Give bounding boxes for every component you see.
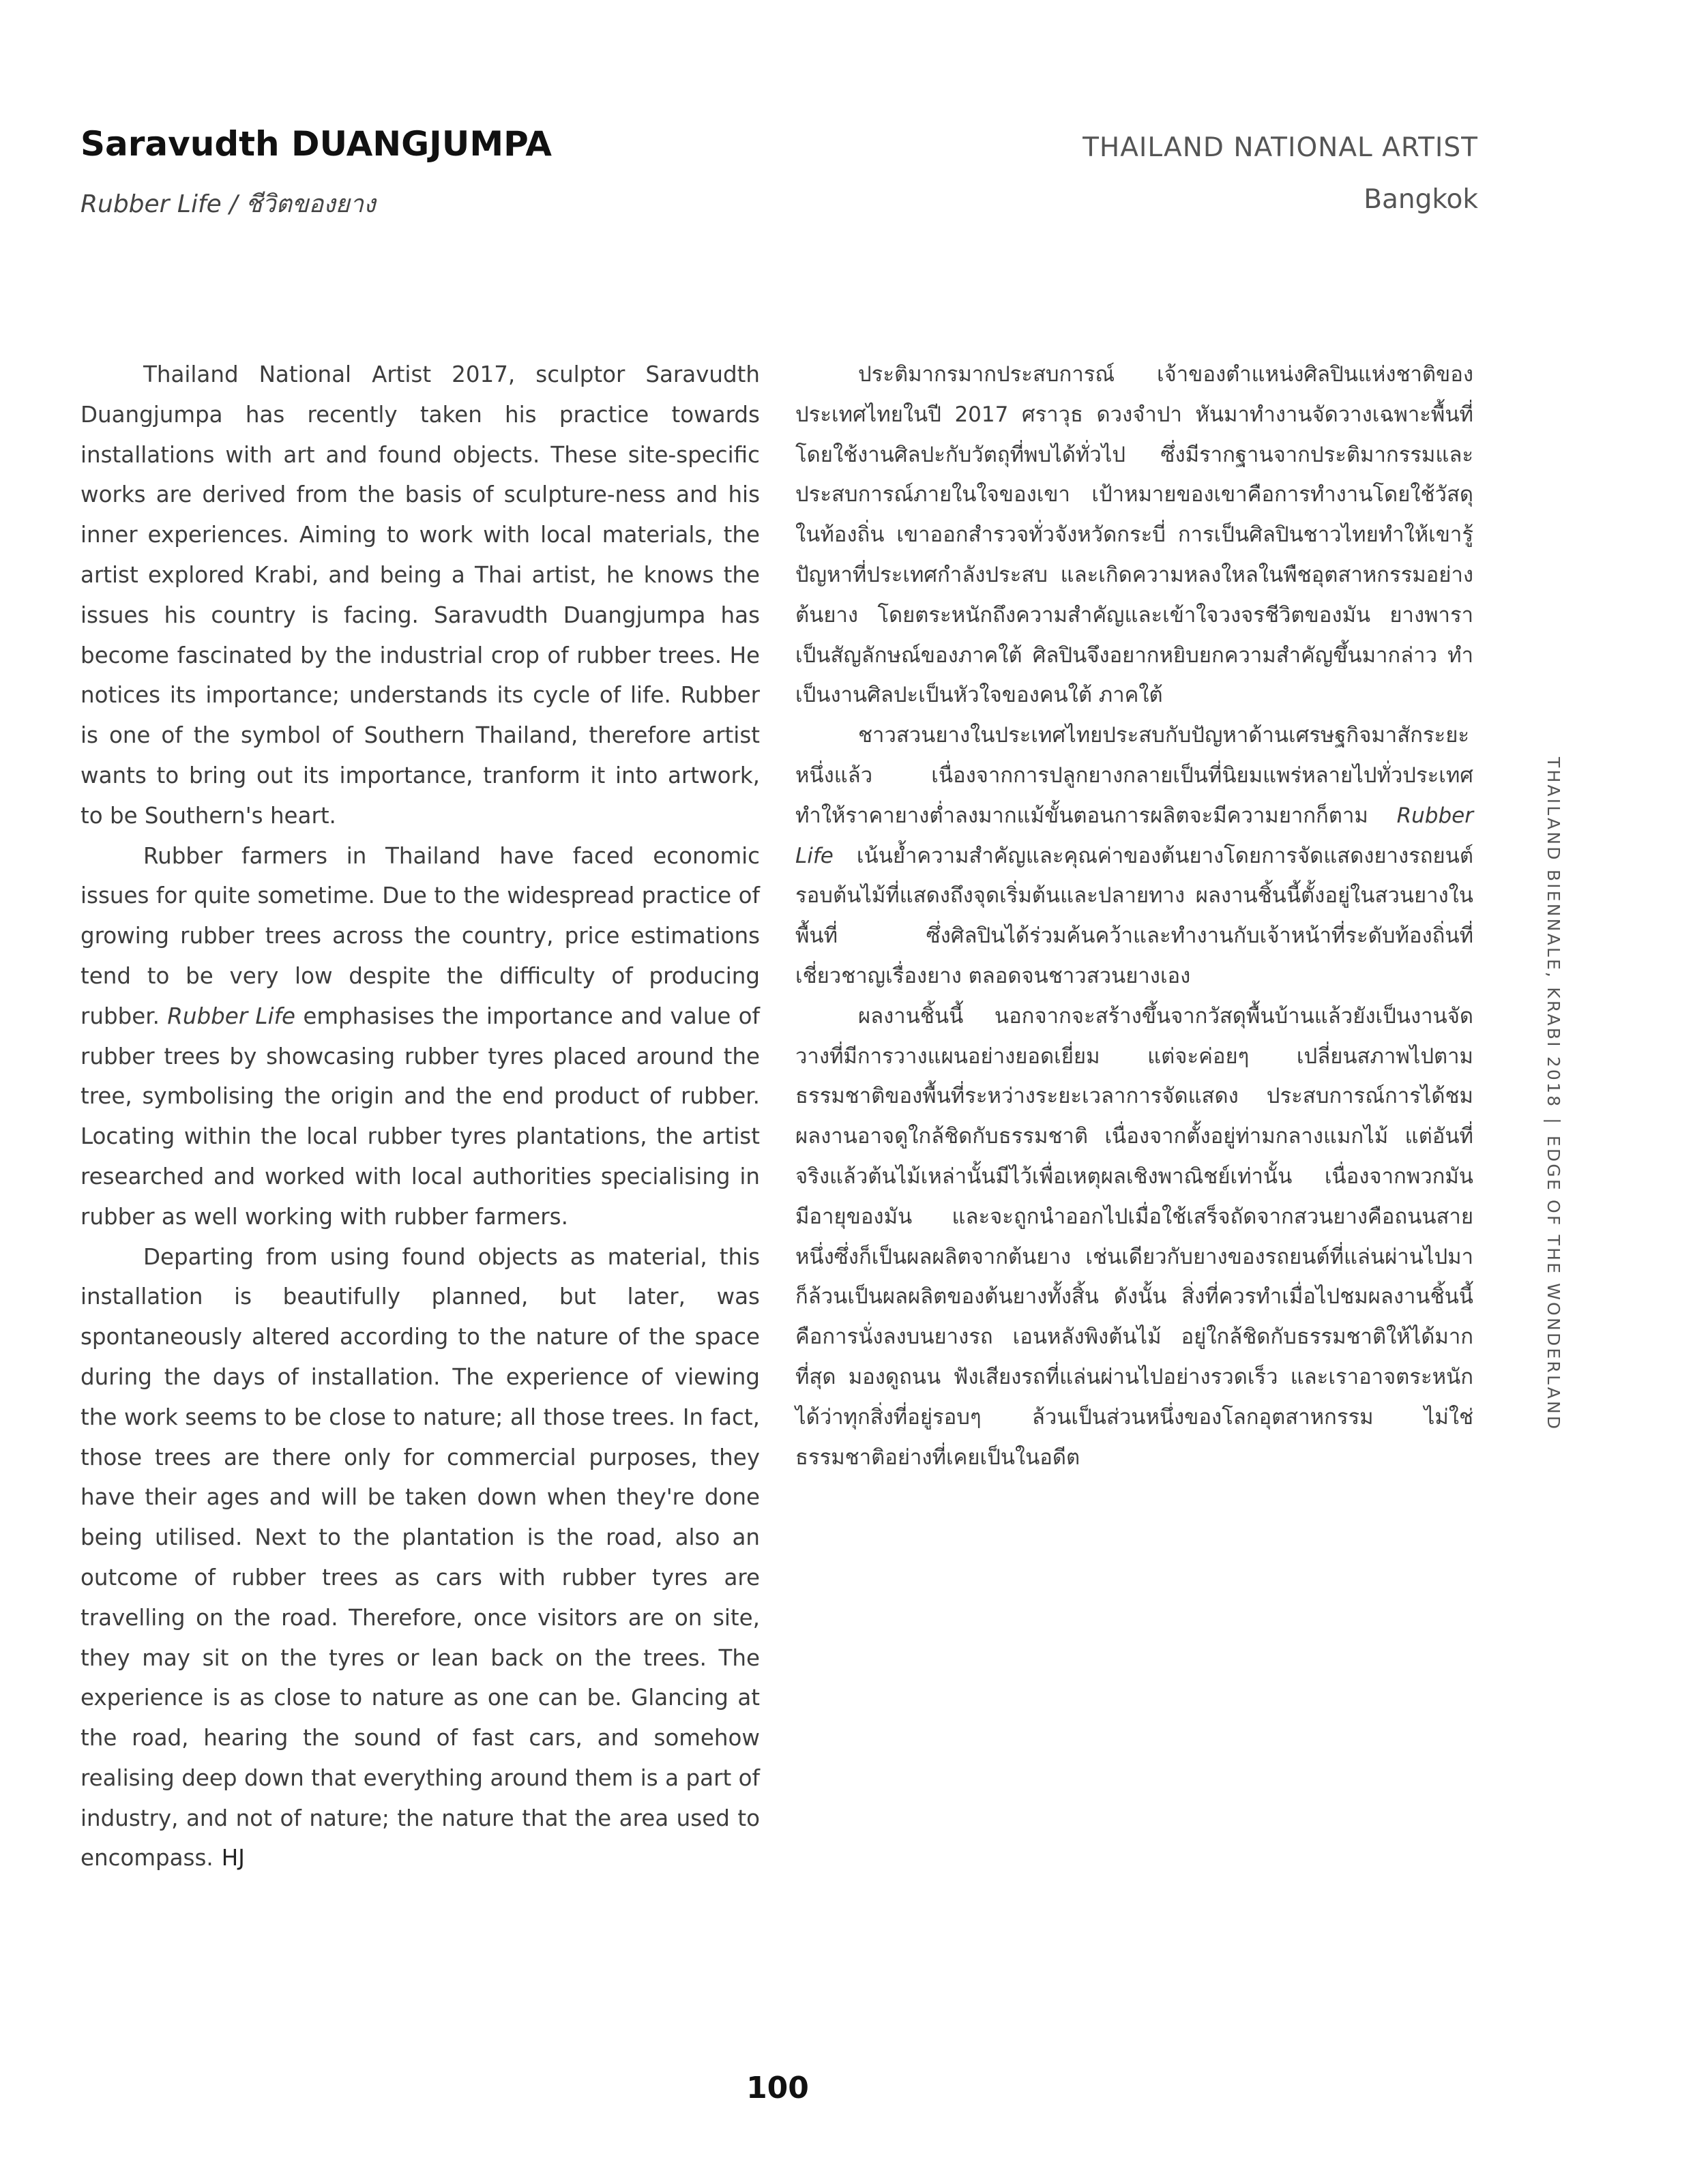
running-header-event: THAILAND BIENNALE, KRABI 2018 <box>1544 757 1563 1109</box>
running-header-theme: EDGE OF THE WONDERLAND <box>1544 1135 1563 1432</box>
author-initials: HJ <box>221 1845 245 1871</box>
english-paragraph-3-text: Departing from using found objects as material, this installation is beautifully planned, but later, was spontaneously altered according to the nature of the space during the days of installation. The experience of viewing the work seems to be close to nature; all those trees. In fact, those trees are there only for commercial purposes, they have their ages and will be taken down when they're done being utilised. Next to the plantation is the road, also an outcome of rubber trees as cars with rubber tyres are travelling on the road. Therefore, once visitors are on site, they may sit on the tyres or lean back on the trees. The experience is as close to nature as one can be. Glancing at the road, hearing the sound of fast cars, and somehow realising deep down that everything around them is a part of industry, and not of nature; the nature that the area used to encompass. <box>80 1243 760 1871</box>
thai-paragraph-1: ประติมากรมากประสบการณ์ เจ้าของตำแหน่งศิลปินแห่งชาติของประเทศไทยในปี 2017 ศราวุธ ดวงจำปา หันมาทำงานจัดวางเฉพาะพื้นที่โดยใช้งานศิลปะกับวัตถุที่พบได้ทั่วไป ซึ่งมีรากฐานจากประติมากรรมและประสบการณ์ภายในใจของเขา เป้าหมายของเขาคือการทำงานโดยใช้วัสดุในท้องถิ่น เขาออกสำรวจทั่วจังหวัดกระบี่ การเป็นศิลปินชาวไทยทำให้เขารู้ปัญหาที่ประเทศกำลังประสบ และเกิดความหลงใหลในพืชอุตสาหกรรมอย่างต้นยาง โดยตระหนักถึงความสำคัญและเข้าใจวงจรชีวิตของมัน ยางพาราเป็นสัญลักษณ์ของภาคใต้ ศิลปินจึงอยากหยิบยกความสำคัญขึ้นมากล่าว ทำเป็นงานศิลปะเป็นหัวใจของคนใต้ ภาคใต้ <box>795 362 1473 708</box>
thai-work-title-italic: Rubber Life <box>795 803 1473 868</box>
thai-paragraph-3: ผลงานชิ้นนี้ นอกจากจะสร้างขึ้นจากวัสดุพื้นบ้านแล้วยังเป็นงานจัดวางที่มีการวางแผนอย่างยอดเยี่ยม แต่จะค่อยๆ เปลี่ยนสภาพไปตามธรรมชาติของพื้นที่ระหว่างระยะเวลาการจัดแสดง ประสบการณ์การได้ชมผลงานอาจดูใกล้ชิดกับธรรมชาติ เนื่องจากตั้งอยู่ท่ามกลางแมกไม้ แต่อันที่จริงแล้วต้นไม้เหล่านั้นมีไว้เพื่อเหตุผลเชิงพาณิชย์เท่านั้น เนื่องจากพวกมันมีอายุของมัน และจะถูกนำออกไปเมื่อใช้เสร็จถัดจากสวนยางคือถนนสายหนึ่งซึ่งก็เป็นผลผลิตจากต้นยาง เช่นเดียวกับยางของรถยนต์ที่แล่นผ่านไปมาก็ล้วนเป็นผลผลิตของต้นยางทั้งสิ้น ดังนั้น สิ่งที่ควรทำเมื่อไปชมผลงานชิ้นนี้คือการนั่งลงบนยางรถ เอนหลังพิงต้นไม้ อยู่ใกล้ชิดกับธรรมชาติให้ได้มากที่สุด มองดูถนน ฟังเสียงรถที่แล่นผ่านไปอย่างรวดเร็ว และเราอาจตระหนักได้ว่าทุกสิ่งที่อยู่รอบๆ ล้วนเป็นส่วนหนึ่งของโลกอุตสาหกรรม ไม่ใช่ธรรมชาติอย่างที่เคยเป็นในอดีต <box>795 1003 1473 1470</box>
english-work-title-italic: Rubber Life <box>167 1003 296 1029</box>
thai-paragraph-2-end: เน้นย้ำความสำคัญและคุณค่าของต้นยางโดยการจัดแสดงยางรถยนต์รอบต้นไม้ที่แสดงถึงจุดเริ่มต้นและปลายทาง ผลงานชิ้นนี้ตั้งอยู่ในสวนยางในพื้นที่ ซึ่งศิลปินได้ร่วมค้นคว้าและทำงานกับเจ้าหน้าที่ระดับท้องถิ่นที่เชี่ยวชาญเรื่องยาง ตลอดจนชาวสวนยางเอง <box>795 843 1473 988</box>
artist-name: Saravudth DUANGJUMPA <box>80 124 552 164</box>
page-number: 100 <box>746 2071 809 2105</box>
thai-text-column <box>795 355 1473 1477</box>
english-paragraph-2 <box>80 836 760 1237</box>
english-text-column <box>80 355 760 1878</box>
artist-location: Bangkok <box>1364 184 1478 215</box>
artist-title-label: THAILAND NATIONAL ARTIST <box>1083 132 1478 163</box>
vertical-running-header <box>1540 757 1567 1446</box>
english-paragraph-2-start: Rubber farmers in Thailand have faced economic issues for quite sometime. Due to the widespread practice of growing rubber trees across the country, price estimations tend to be very low despite the difficulty of producing rubber. <box>80 842 760 1029</box>
thai-paragraph-2 <box>795 715 1473 996</box>
english-paragraph-3 <box>80 1237 760 1879</box>
thai-paragraph-2-start: ชาวสวนยางในประเทศไทยประสบกับปัญหาด้านเศรษฐกิจมาสักระยะหนึ่งแล้ว เนื่องจากการปลูกยางกลายเป็นที่นิยมแพร่หลายไปทั่วประเทศ ทำให้ราคายางต่ำลงมากแม้ขั้นตอนการผลิตจะมีความยากก็ตาม <box>795 723 1473 828</box>
english-paragraph-2-end: emphasises the importance and value of rubber trees by showcasing rubber tyres placed around the tree, symbolising the origin and the end product of rubber. Locating within the local rubber tyres plantations, the artist researched and worked with local authorities specialising in rubber as well working with rubber farmers. <box>80 1003 760 1230</box>
english-paragraph-1: Thailand National Artist 2017, sculptor Saravudth Duangjumpa has recently taken his practice towards installations with art and found objects. These site-specific works are derived from the basis of sculpture-ness and his inner experiences. Aiming to work with local materials, the artist explored Krabi, and being a Thai artist, he knows the issues his country is facing. Saravudth Duangjumpa has become fascinated by the industrial crop of rubber trees. He notices its importance; understands its cycle of life. Rubber is one of the symbol of Southern Thailand, therefore artist wants to bring out its importance, tranform it into artwork, to be Southern's heart. <box>80 361 760 829</box>
work-title: Rubber Life / ชีวิตของยาง <box>80 190 376 218</box>
running-header-separator: | <box>1544 1118 1563 1126</box>
vertical-running-header-text <box>1544 757 1563 1431</box>
